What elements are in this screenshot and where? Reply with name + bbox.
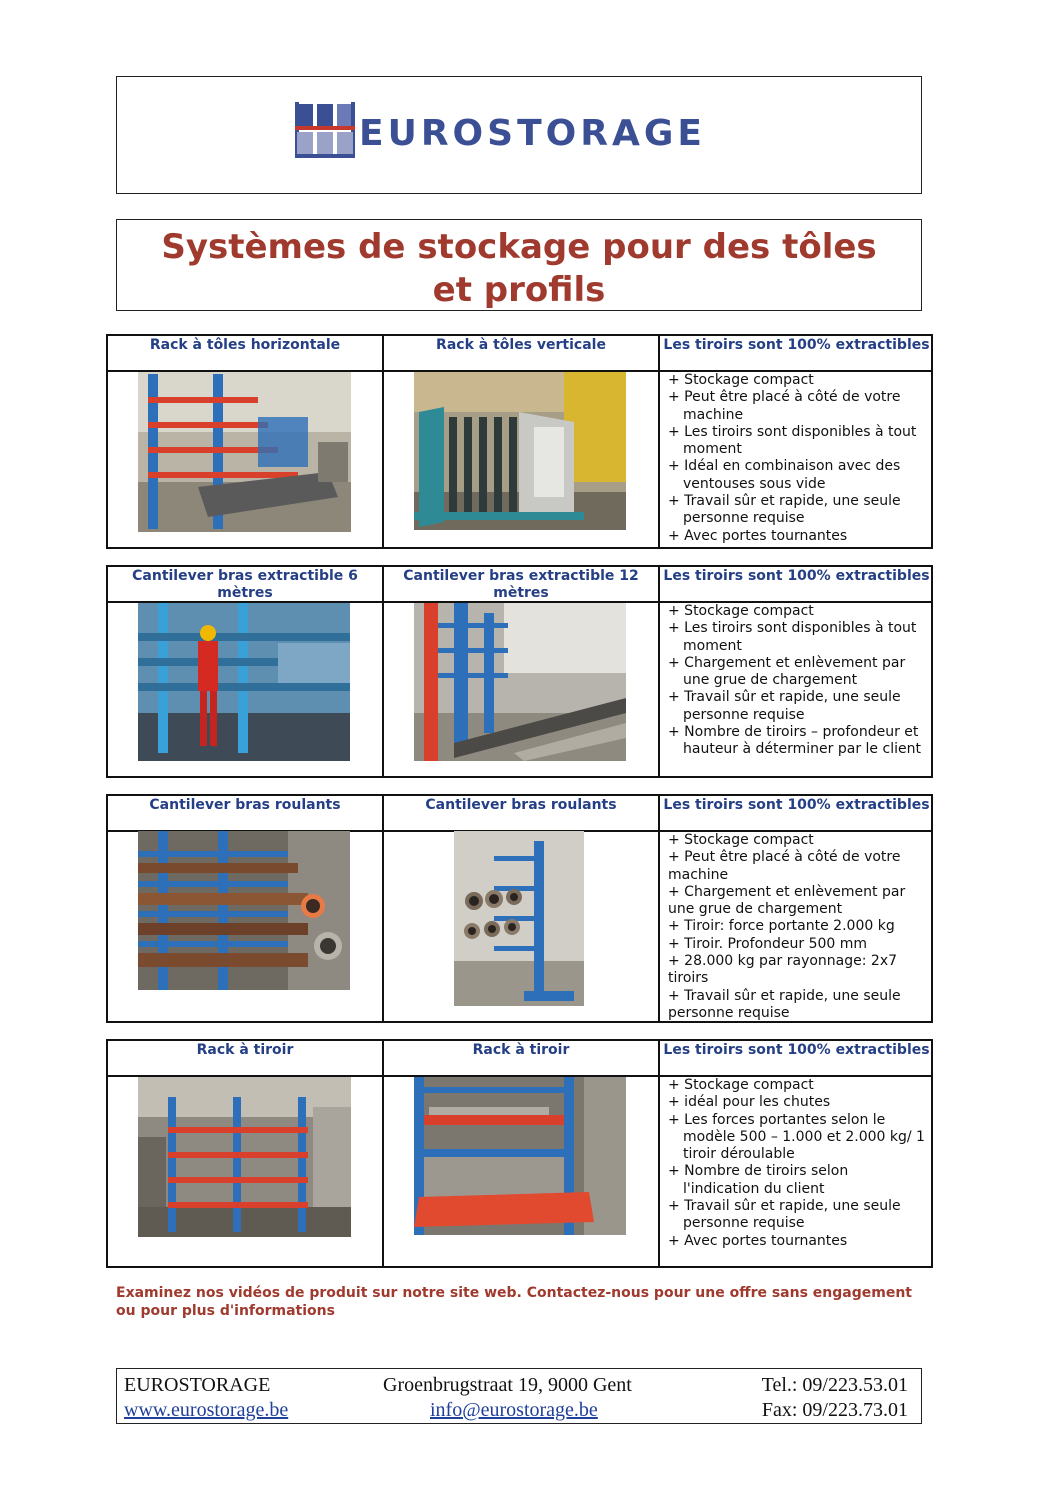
feature-item: + Idéal en combinaison avec des ventouses sous vide xyxy=(668,458,901,492)
eurostorage-logo xyxy=(295,102,745,160)
feature-item: + Peut être placé à côté de votre machine xyxy=(668,389,901,423)
logo-mark-icon xyxy=(295,102,357,160)
title-box xyxy=(116,219,922,311)
feature-item: + Chargement et enlèvement par une grue de chargement xyxy=(668,883,906,918)
section-4-col1-title: Rack à tiroir xyxy=(196,1042,294,1058)
product-section-4 xyxy=(106,1039,933,1268)
page-title xyxy=(117,226,921,312)
photo-cantilever-12m xyxy=(414,603,626,761)
product-section-1 xyxy=(106,334,933,549)
section-2-col3-title: Les tiroirs sont 100% extractibles xyxy=(663,568,930,584)
feature-item: + Stockage compact xyxy=(668,372,814,388)
phone: Tel.: 09/223.53.01 xyxy=(761,1374,908,1396)
photo-rolling-cantilever-pipes-2 xyxy=(454,831,584,1006)
section-4-col3-title: Les tiroirs sont 100% extractibles xyxy=(663,1042,930,1058)
fax: Fax: 09/223.73.01 xyxy=(761,1399,908,1421)
section-1-features xyxy=(668,372,927,545)
photo-cantilever-6m xyxy=(138,603,350,761)
photo-horizontal-sheet-rack xyxy=(138,372,351,532)
feature-item: + Travail sûr et rapide, une seule personne requise xyxy=(668,1198,901,1232)
section-2-col1-title: Cantilever bras extractible 6 mètres xyxy=(132,568,358,601)
section-4-features xyxy=(668,1077,927,1250)
feature-item: + idéal pour les chutes xyxy=(668,1094,831,1111)
section-3-col2-title: Cantilever bras roulants xyxy=(425,797,617,813)
title-line-1: Systèmes de stockage pour des tôles xyxy=(161,227,877,267)
section-2-col2-title: Cantilever bras extractible 12 mètres xyxy=(403,568,639,601)
footer-note: Examinez nos vidéos de produit sur notre site web. Contactez-nous pour une offre sans engagement ou pour plus d'informations xyxy=(116,1285,912,1319)
feature-item: + Travail sûr et rapide, une seule personne requise xyxy=(668,493,901,527)
section-2-features xyxy=(668,603,927,759)
section-3-features xyxy=(668,832,927,1022)
website-link[interactable]: www.eurostorage.be xyxy=(124,1399,289,1421)
feature-item: + Travail sûr et rapide, une seule personne requise xyxy=(668,689,901,723)
feature-item: + Nombre de tiroirs selon l'indication du client xyxy=(668,1163,849,1197)
feature-item: + Stockage compact xyxy=(668,832,814,848)
photo-vertical-sheet-rack xyxy=(414,372,626,530)
company-name: EUROSTORAGE xyxy=(124,1374,271,1396)
email-link[interactable]: info@eurostorage.be xyxy=(430,1399,598,1421)
contact-box xyxy=(116,1368,922,1424)
feature-item: + Avec portes tournantes xyxy=(668,1232,848,1249)
feature-item: + Tiroir: force portante 2.000 kg xyxy=(668,918,895,935)
feature-item: + Les tiroirs sont disponibles à tout moment xyxy=(668,620,917,654)
feature-item: + Stockage compact xyxy=(668,603,814,619)
photo-rolling-cantilever-pipes-1 xyxy=(138,831,350,990)
feature-item: + Stockage compact xyxy=(668,1077,814,1093)
photo-drawer-rack-1 xyxy=(138,1077,351,1237)
feature-item: + Les forces portantes selon le modèle 500 – 1.000 et 2.000 kg/ 1 tiroir déroulable xyxy=(668,1111,925,1163)
logo-box xyxy=(116,76,922,194)
feature-item: + 28.000 kg par rayonnage: 2x7 tiroirs xyxy=(668,953,898,987)
feature-item: + Nombre de tiroirs – profondeur et hauteur à déterminer par le client xyxy=(668,724,921,758)
logo-text: EUROSTORAGE xyxy=(359,113,706,154)
product-section-2 xyxy=(106,565,933,778)
feature-item: + Chargement et enlèvement par une grue de chargement xyxy=(668,654,906,689)
title-line-2: et profils xyxy=(432,270,606,310)
feature-item: + Avec portes tournantes xyxy=(668,527,848,544)
section-3-col3-title: Les tiroirs sont 100% extractibles xyxy=(663,797,930,813)
feature-item: + Travail sûr et rapide, une seule personne requise xyxy=(668,987,901,1021)
feature-item: + Tiroir. Profondeur 500 mm xyxy=(668,935,868,952)
feature-item: + Les tiroirs sont disponibles à tout moment xyxy=(668,423,917,458)
photo-drawer-rack-2 xyxy=(414,1077,626,1235)
feature-item: + Peut être placé à côté de votre machine xyxy=(668,849,901,883)
section-3-col1-title: Cantilever bras roulants xyxy=(149,797,341,813)
section-4-col2-title: Rack à tiroir xyxy=(472,1042,570,1058)
section-1-col3-title: Les tiroirs sont 100% extractibles xyxy=(663,337,930,353)
product-section-3 xyxy=(106,794,933,1023)
section-1-col2-title: Rack à tôles verticale xyxy=(436,337,606,353)
address: Groenbrugstraat 19, 9000 Gent xyxy=(383,1374,632,1396)
section-1-col1-title: Rack à tôles horizontale xyxy=(149,337,341,353)
